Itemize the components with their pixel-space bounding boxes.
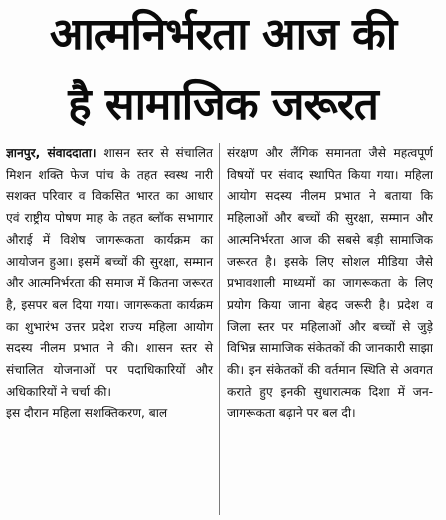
dateline: ज्ञानपुर, संवाददाता। [6, 146, 97, 160]
paragraph-2-start: इस दौरान महिला सशक्तिकरण, बाल [6, 406, 168, 421]
paragraph-1 [6, 143, 213, 403]
paragraph-1-text: शासन स्तर से संचालित मिशन शक्ति फेज पांच के तहत स्वस्थ नारी सशक्त परिवार व विकसित भारत का आधार एवं राष्ट्रीय पोषण माह के तहत ब्लॉक सभागार औराई में विशेष जागरूकता कार्यक्रम का आयोजन हुआ। इसमें बच्चों की सुरक्षा, सम्मान और आत्मनिर्भरता की समाज में कितना जरूरत है, इसपर बल दिया गया। जागरूकता कार्यक्रम का शुभारंभ उत्तर प्रदेश राज्य महिला आयोग सदस्य नीलम प्रभात ने की। शासन स्तर से संचालित योजनाओं पर पदाधिकारियों और अधिकारियों ने चर्चा की। [6, 146, 214, 399]
article-column-right [220, 143, 433, 515]
article-body [6, 143, 440, 515]
headline [4, 4, 442, 136]
headline-line-1: आत्मनिर्भरता आज की [49, 9, 397, 60]
paragraph-2-continued: संरक्षण और लैंगिक समानता जैसे महत्वपूर्ण विषयों पर संवाद स्थापित किया गया। महिला आयोग सदस्य नीलम प्रभात ने बताया कि महिलाओं और बच्चों की सुरक्षा, सम्मान और आत्मनिर्भरता आज की सबसे बड़ी सामाजिक जरूरत है। इसके लिए सोशल मीडिया जैसे प्रभावशाली माध्यमों का जागरूकता के लिए प्रयोग किया जाना बेहद जरूरी है। प्रदेश व जिला स्तर पर महिलाओं और बच्चों से जुड़े विभिन्न सामाजिक संकेतकों की जानकारी साझा की। इन संकेतकों की वर्तमान स्थिति से अवगत कराते हुए इनकी सुधारात्मक दिशा में जन-जागरूकता बढ़ाने पर बल दी। [227, 146, 433, 421]
article-column-left [6, 143, 219, 515]
headline-line-2: है सामाजिक जरूरत [68, 79, 378, 130]
